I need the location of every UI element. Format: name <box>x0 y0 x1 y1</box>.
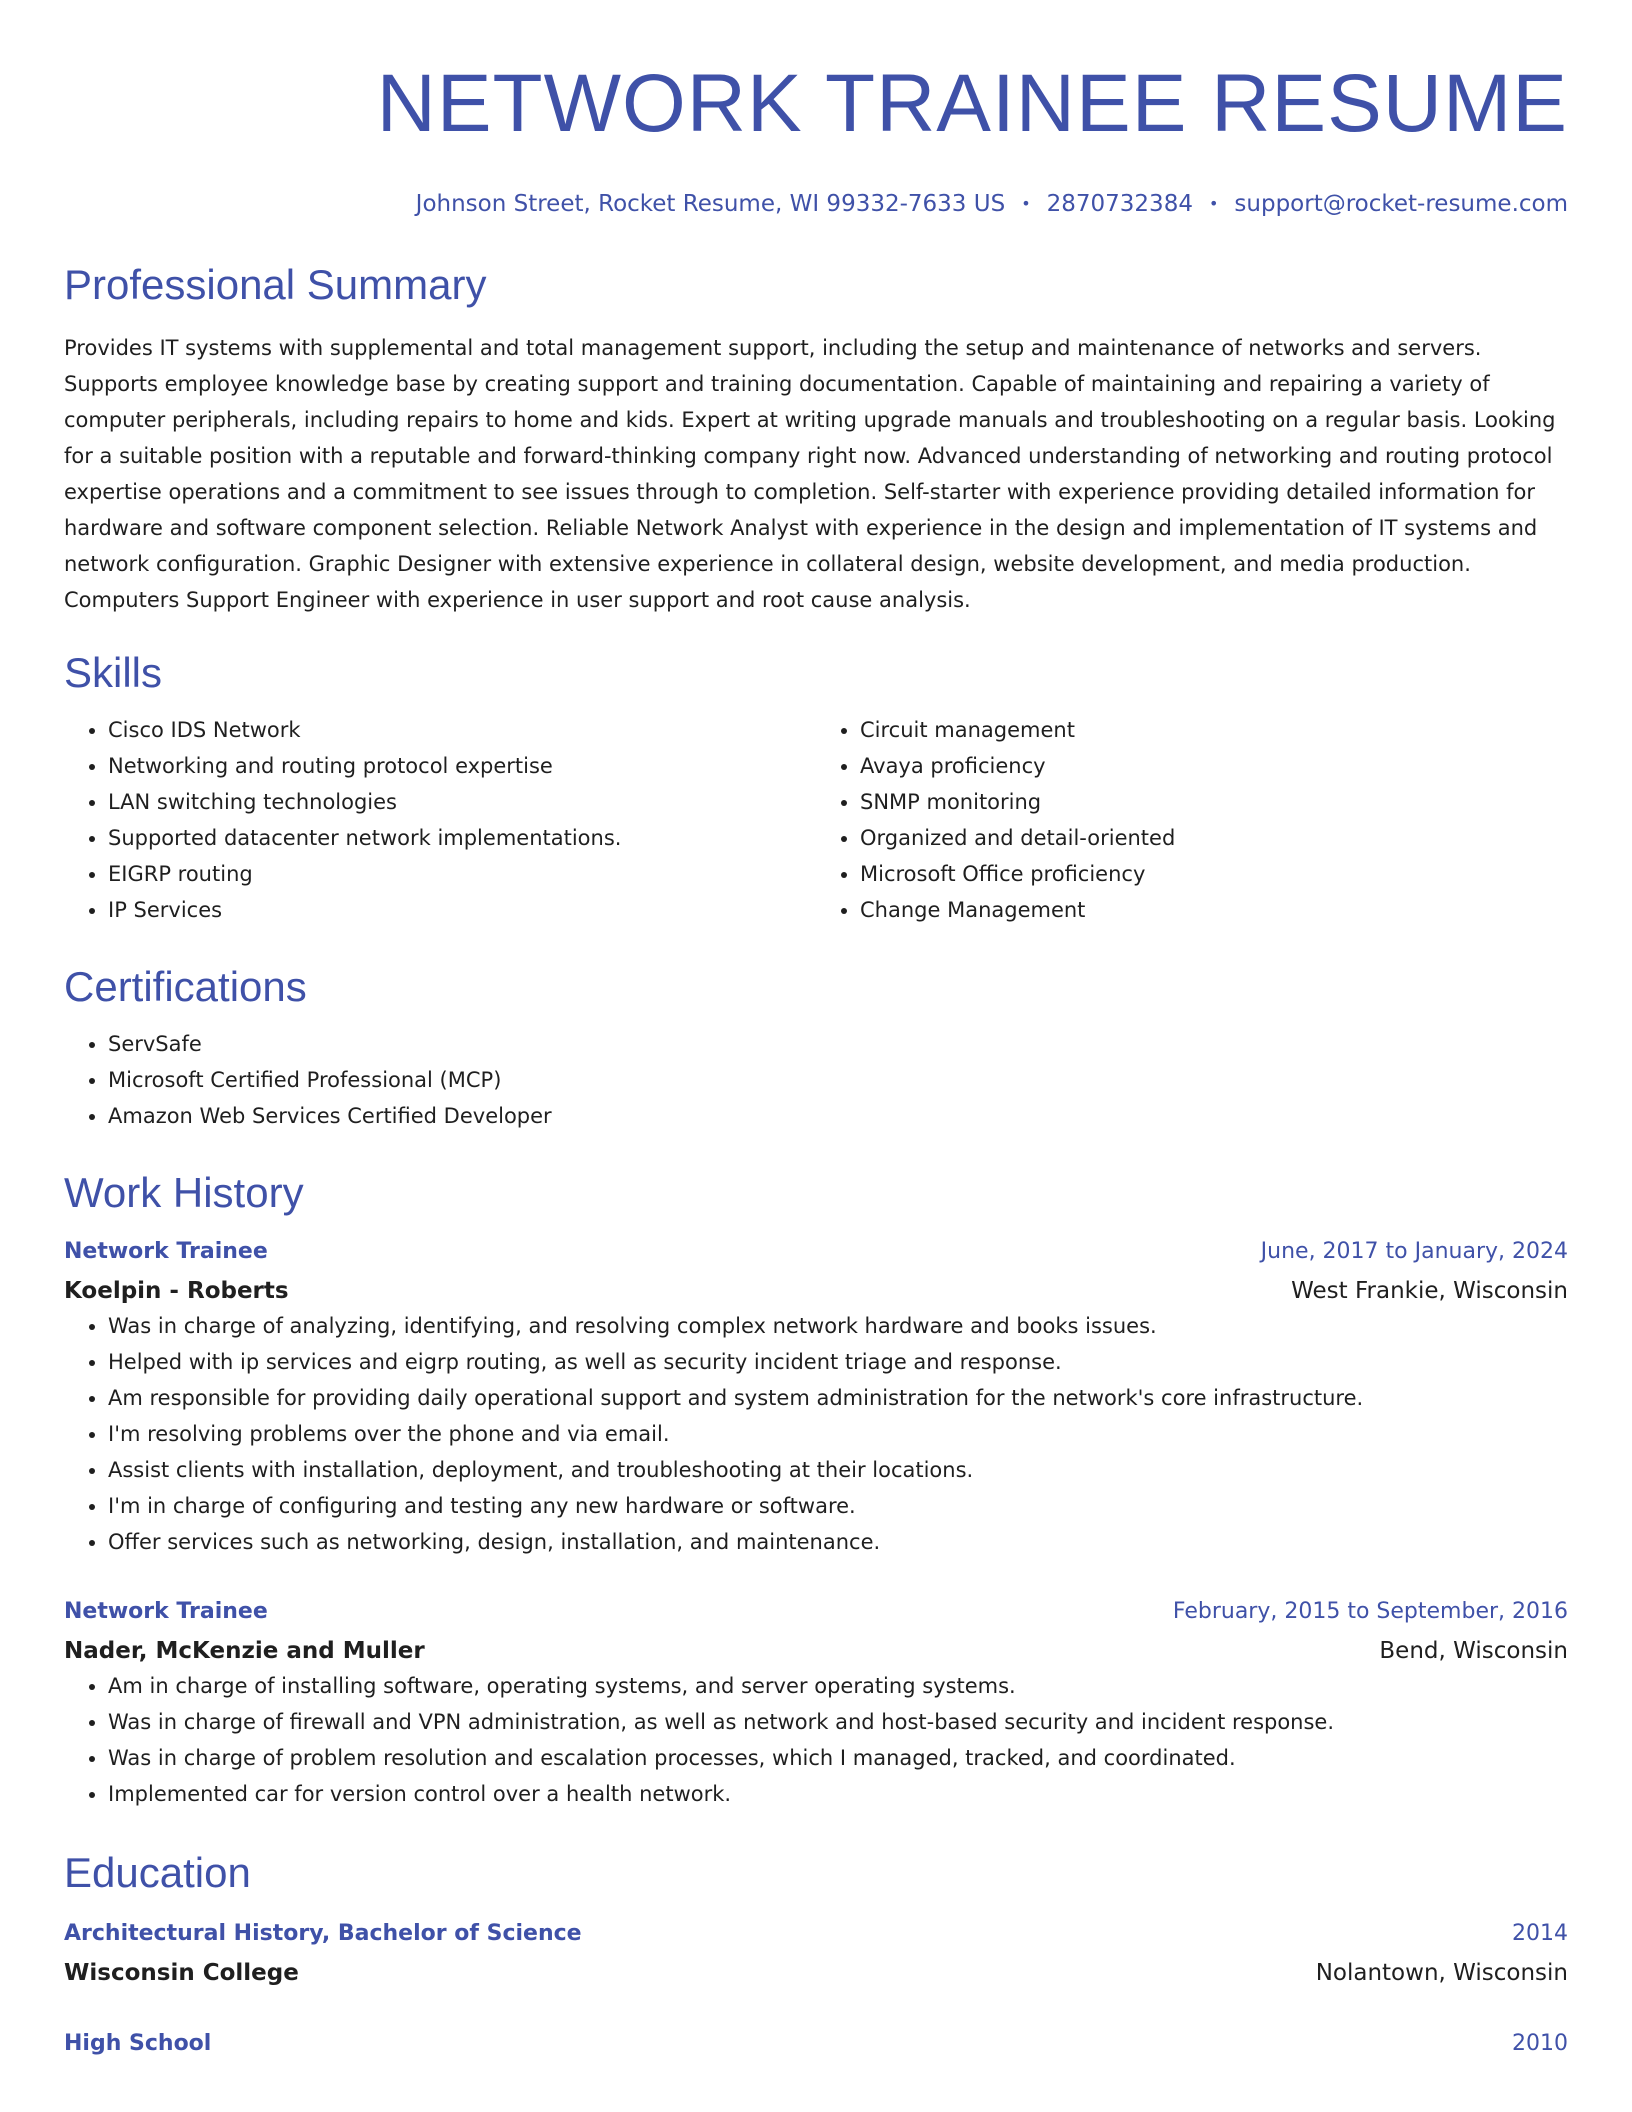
resume-title: NETWORK TRAINEE RESUME <box>376 58 1568 149</box>
skill-item: • EIGRP routing <box>108 856 816 892</box>
skills-list-left <box>64 712 816 928</box>
job-location: Bend, Wisconsin <box>1379 1638 1568 1664</box>
job-duty: • Implemented car for version control over a health network. <box>108 1776 1568 1812</box>
contact-email[interactable]: support@rocket-resume.com <box>1234 191 1568 217</box>
job-entry <box>64 1236 1568 1560</box>
job-duty: • Was in charge of problem resolution and escalation processes, which I managed, tracked, and coordinated. <box>108 1740 1568 1776</box>
work-history-heading: Work History <box>64 1169 304 1216</box>
job-duty: • I'm resolving problems over the phone and via email. <box>108 1416 1568 1452</box>
certifications-list <box>64 1026 1568 1134</box>
skill-item: • Change Management <box>860 892 1568 928</box>
skills-list-right <box>816 712 1568 928</box>
job-title: Network Trainee <box>64 1239 268 1264</box>
job-duty: • Am responsible for providing daily operational support and system administration for the network's core infrastructure. <box>108 1380 1568 1416</box>
contact-separator: • <box>1021 194 1031 213</box>
summary-heading: Professional Summary <box>64 261 487 308</box>
job-entry <box>64 1596 1568 1812</box>
job-employer: Nader, McKenzie and Muller <box>64 1638 425 1664</box>
skill-item: • Circuit management <box>860 712 1568 748</box>
education-degree: High School <box>64 2031 212 2056</box>
job-dates: February, 2015 to September, 2016 <box>1172 1599 1568 1624</box>
summary-text: Provides IT systems with supplemental and total management support, including the setup and maintenance of networks and servers. Supports employee knowledge base by creating support and training documentation. Capable of maintaining and repairing a variety of computer peripherals, including repairs to home and kids. Expert at writing upgrade manuals and troubleshooting on a regular basis. Looking for a suitable position with a reputable and forward-thinking company right now. Advanced understanding of networking and routing protocol expertise operations and a commitment to see issues through to completion. Self-starter with experience providing detailed information for hardware and software component selection. Reliable Network Analyst with experience in the design and implementation of IT systems and network configuration. Graphic Designer with extensive experience in collateral design, website development, and media production. Computers Support Engineer with experience in user support and root cause analysis. <box>64 336 1556 612</box>
contact-phone: 2870732384 <box>1046 191 1193 217</box>
skill-item: • Supported datacenter network implementations. <box>108 820 816 856</box>
skill-item: • Cisco IDS Network <box>108 712 816 748</box>
skill-item: • Microsoft Office proficiency <box>860 856 1568 892</box>
education-year: 2014 <box>1512 1921 1568 1946</box>
job-location: West Frankie, Wisconsin <box>1291 1278 1568 1304</box>
job-duty: • Assist clients with installation, deployment, and troubleshooting at their locations. <box>108 1452 1568 1488</box>
contact-line <box>64 188 1568 220</box>
skill-item: • IP Services <box>108 892 816 928</box>
job-duties <box>64 1308 1568 1560</box>
education-heading: Education <box>64 1849 251 1896</box>
job-duties <box>64 1668 1568 1812</box>
skill-item: • LAN switching technologies <box>108 784 816 820</box>
education-year: 2010 <box>1512 2031 1568 2056</box>
skill-item: • Networking and routing protocol expertise <box>108 748 816 784</box>
education-entry <box>64 1918 1568 1990</box>
job-employer: Koelpin - Roberts <box>64 1278 289 1304</box>
job-duty: • Offer services such as networking, design, installation, and maintenance. <box>108 1524 1568 1560</box>
skill-item: • Organized and detail-oriented <box>860 820 1568 856</box>
education-entry <box>64 2028 1568 2060</box>
job-duty: • Was in charge of analyzing, identifying, and resolving complex network hardware and books issues. <box>108 1308 1568 1344</box>
education-degree: Architectural History, Bachelor of Science <box>64 1921 582 1946</box>
skills-columns <box>64 712 1568 928</box>
skill-item: • SNMP monitoring <box>860 784 1568 820</box>
job-title: Network Trainee <box>64 1599 268 1624</box>
contact-address: Johnson Street, Rocket Resume, WI 99332-7633 US <box>415 191 1006 217</box>
education-location: Nolantown, Wisconsin <box>1315 1960 1568 1986</box>
job-duty: • Am in charge of installing software, operating systems, and server operating systems. <box>108 1668 1568 1704</box>
job-dates: June, 2017 to January, 2024 <box>1260 1239 1568 1264</box>
contact-separator: • <box>1208 194 1219 213</box>
education-school: Wisconsin College <box>64 1960 299 1986</box>
certification-item: • Amazon Web Services Certified Developer <box>108 1098 1568 1134</box>
certification-item: • ServSafe <box>108 1026 1568 1062</box>
job-duty: • Was in charge of firewall and VPN administration, as well as network and host-based security and incident response. <box>108 1704 1568 1740</box>
job-duty: • Helped with ip services and eigrp routing, as well as security incident triage and response. <box>108 1344 1568 1380</box>
skills-heading: Skills <box>64 649 163 696</box>
skill-item: • Avaya proficiency <box>860 748 1568 784</box>
certification-item: • Microsoft Certified Professional (MCP) <box>108 1062 1568 1098</box>
job-duty: • I'm in charge of configuring and testing any new hardware or software. <box>108 1488 1568 1524</box>
certifications-heading: Certifications <box>64 963 307 1010</box>
